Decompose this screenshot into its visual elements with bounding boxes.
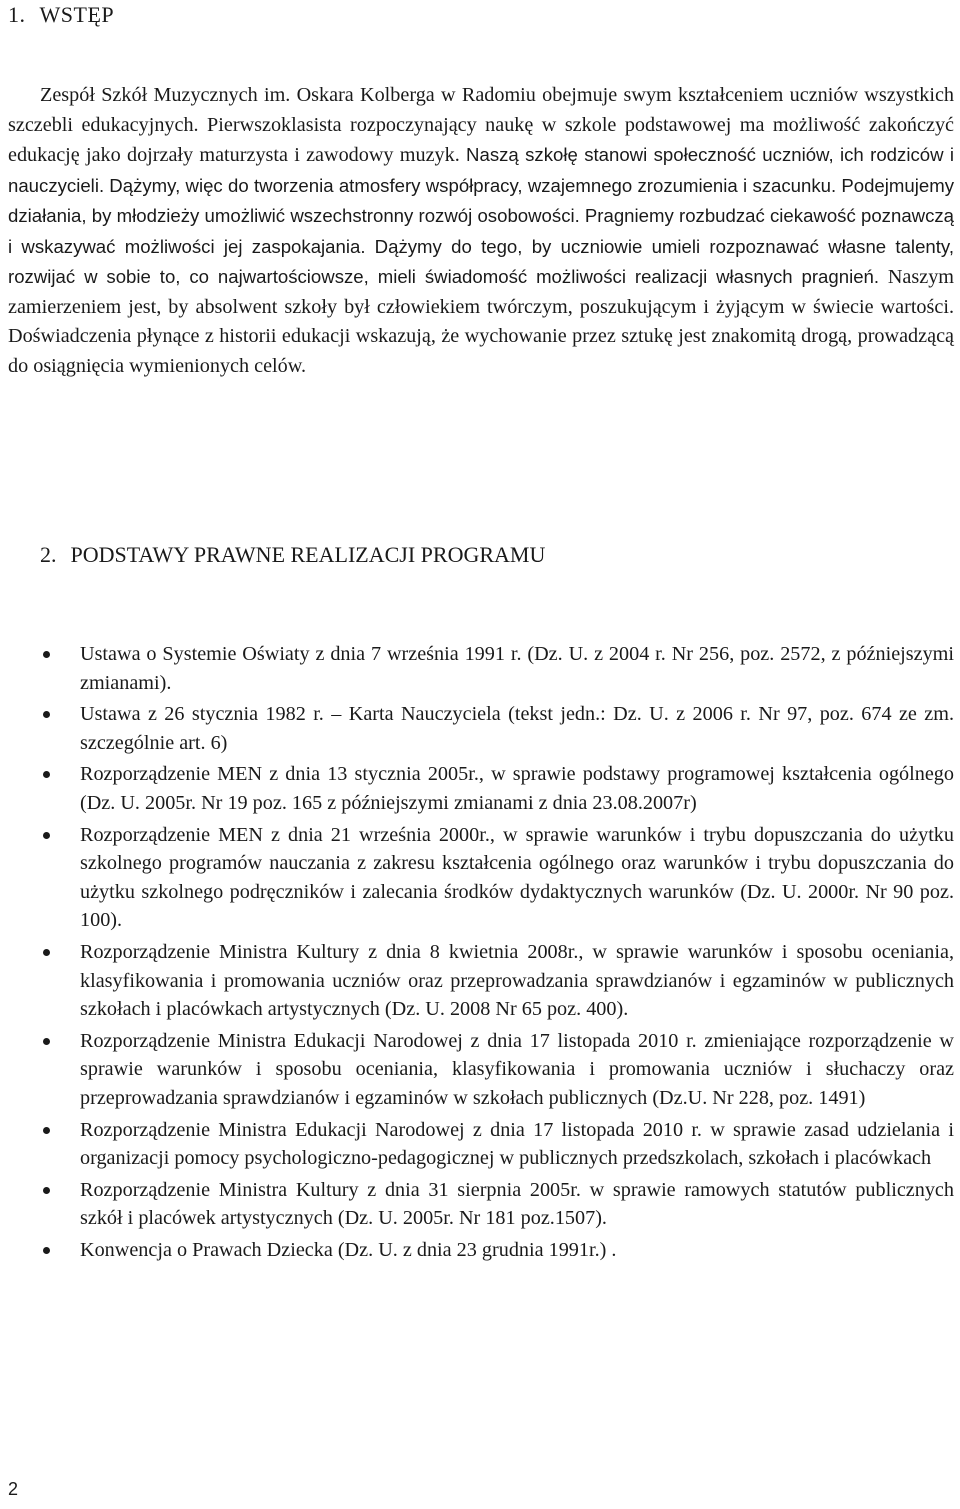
list-item bbox=[80, 760, 954, 817]
introduction-paragraph bbox=[8, 81, 954, 381]
section-title: PODSTAWY PRAWNE REALIZACJI PROGRAMU bbox=[70, 542, 546, 567]
intro-sentence: Naszą szkołę stanowi społeczność uczniów, ich rodziców i nauczycieli. bbox=[8, 144, 955, 196]
list-item bbox=[80, 1176, 954, 1233]
bullet-icon bbox=[43, 711, 50, 718]
section-number: 2. bbox=[40, 542, 57, 567]
list-item-text: Rozporządzenie Ministra Kultury z dnia 31 sierpnia 2005r. w sprawie ramowych statutów publicznych szkół i placówek artystycznych (Dz. U. 2005r. Nr 181 poz.1507). bbox=[80, 1178, 954, 1230]
section-heading-introduction bbox=[8, 2, 114, 28]
list-item-text: Rozporządzenie Ministra Kultury z dnia 8 kwietnia 2008r., w sprawie warunków i sposobu oceniania, klasyfikowania i promowania uczniów oraz przeprowadzania sprawdzianów i egzaminów w publicznych szkołach i placówkach artystycznych (Dz. U. 2008 Nr 65 poz. 400). bbox=[80, 940, 954, 1021]
list-item bbox=[80, 640, 954, 697]
list-item bbox=[80, 938, 954, 1024]
list-item bbox=[80, 821, 954, 935]
list-item-text: Rozporządzenie MEN z dnia 21 września 2000r., w sprawie warunków i trybu dopuszczania do użytku szkolnego programów nauczania z zakresu kształcenia ogólnego oraz warunków i trybu dopuszczania do użytku szkolnego podręczników i zalecania środków dydaktycznych warunków (Dz. U. 2000r. Nr 90 poz. 100). bbox=[80, 823, 954, 932]
intro-sentence: Podejmujemy działania, by młodzieży umożliwić wszechstronny rozwój osobowości. bbox=[8, 174, 954, 226]
bullet-icon bbox=[43, 832, 50, 839]
list-item bbox=[80, 1236, 954, 1265]
list-item-text: Rozporządzenie Ministra Edukacji Narodowej z dnia 17 listopada 2010 r. w sprawie zasad udzielania i organizacji pomocy psychologiczno-pedagogicznej w publicznych przedszkolach, szkołach i placówkach bbox=[80, 1118, 954, 1170]
intro-sentence: Naszym zamierzeniem jest, by absolwent szkoły był człowiekiem twórczym, poszukującym i żyjącym w świecie wartości. Doświadczenia płynące z historii edukacji wskazują, że wychowanie przez sztukę jest znakomitą drogą, prowadzącą do osiągnięcia wymienionych celów. bbox=[8, 266, 954, 377]
list-item-text: Rozporządzenie MEN z dnia 13 stycznia 2005r., w sprawie podstawy programowej kształcenia ogólnego (Dz. U. 2005r. Nr 19 poz. 165 z późniejszymi zmianami z dnia 23.08.2007r) bbox=[80, 763, 954, 814]
legal-basis-list bbox=[80, 640, 954, 1267]
section-heading-legal-basis bbox=[40, 542, 545, 568]
page-number: 2 bbox=[8, 1479, 19, 1499]
list-item-text: Ustawa z 26 stycznia 1982 r. – Karta Nauczyciela (tekst jedn.: Dz. U. z 2006 r. Nr 97, poz. 674 ze zm. szczególnie art. 6) bbox=[80, 703, 954, 754]
bullet-icon bbox=[43, 651, 50, 658]
list-item bbox=[80, 700, 954, 757]
list-item bbox=[80, 1116, 954, 1173]
bullet-icon bbox=[43, 1127, 50, 1134]
bullet-icon bbox=[43, 1247, 50, 1254]
list-item bbox=[80, 1027, 954, 1113]
intro-sentence: Dążymy do tego, by uczniowie umieli rozpoznawać własne talenty, rozwijać w sobie to, co najwartościowsze, mieli świadomość możliwości realizacji własnych pragnień. bbox=[8, 235, 954, 287]
bullet-icon bbox=[43, 1038, 50, 1045]
list-item-text: Rozporządzenie Ministra Edukacji Narodowej z dnia 17 listopada 2010 r. zmieniające rozporządzenie w sprawie warunków i sposobu oceniania, klasyfikowania i promowania uczniów i słuchaczy oraz przeprowadzania sprawdzianów i egzaminów w szkołach publicznych (Dz.U. Nr 228, poz. 1491) bbox=[80, 1029, 954, 1109]
bullet-icon bbox=[43, 1187, 50, 1194]
bullet-icon bbox=[43, 949, 50, 956]
intro-sentence: Dążymy, więc do tworzenia atmosfery współpracy, wzajemnego zrozumienia i szacunku. bbox=[109, 174, 837, 196]
section-number: 1. bbox=[8, 2, 26, 27]
list-item-text: Ustawa o Systemie Oświaty z dnia 7 września 1991 r. (Dz. U. z 2004 r. Nr 256, poz. 2572, z późniejszymi zmianami). bbox=[80, 643, 954, 694]
list-item-text: Konwencja o Prawach Dziecka (Dz. U. z dnia 23 grudnia 1991r.) . bbox=[80, 1238, 617, 1261]
intro-sentence: Pragniemy rozbudzać ciekawość poznawczą i wskazywać możliwości jej zaspokajania. bbox=[8, 205, 955, 257]
intro-sentence: Zespół Szkół Muzycznych im. Oskara Kolberga w Radomiu obejmuje swym kształceniem uczniów wszystkich szczebli edukacyjnych. Pierwszoklasista rozpoczynający naukę w szkole podstawowej ma możliwość zakończyć edukację jako dojrzały maturzysta i zawodowy muzyk. bbox=[8, 84, 954, 166]
bullet-icon bbox=[43, 771, 50, 778]
section-title: WSTĘP bbox=[39, 2, 115, 27]
